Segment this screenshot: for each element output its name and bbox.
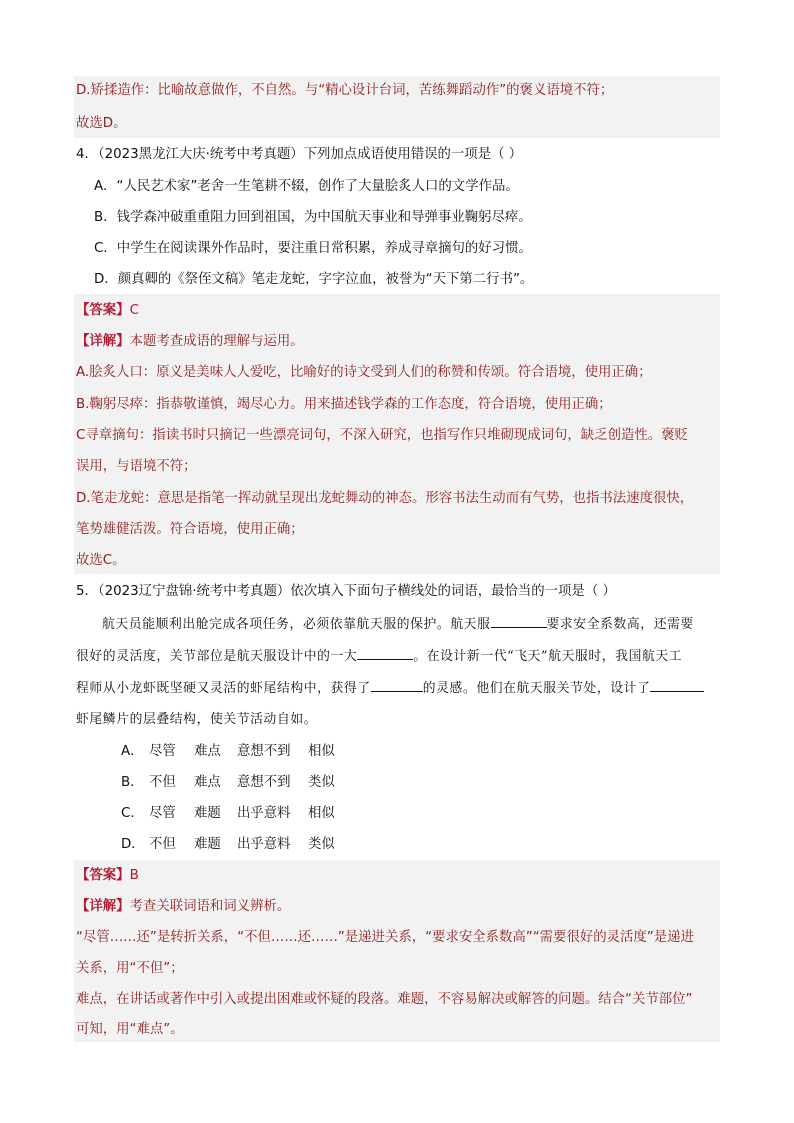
q5-option-b bbox=[121, 774, 335, 792]
option-word: 不但 bbox=[149, 837, 176, 852]
q5-detail bbox=[76, 898, 290, 916]
detail-intro: 考查关联词语和词义辨析。 bbox=[129, 899, 291, 914]
passage-text: 程师从小龙虾既坚硬又灵活的虾尾结构中，获得了 bbox=[76, 681, 371, 696]
option-word: 类似 bbox=[308, 837, 335, 852]
fill-blank bbox=[491, 615, 547, 628]
q5-passage-line-2 bbox=[76, 647, 682, 666]
q4-detail-line: 笔势雄健活泼。符合语境，使用正确； bbox=[76, 522, 304, 537]
option-label: C． bbox=[121, 806, 144, 821]
q4-option-c: C．中学生在阅读课外作品时，要注重日常积累，养成寻章摘句的好习惯。 bbox=[94, 241, 532, 256]
detail-tag: 【详解】 bbox=[76, 334, 130, 349]
detail-tag: 【详解】 bbox=[76, 899, 130, 914]
option-word: 出乎意料 bbox=[237, 837, 291, 852]
passage-text: 。在设计新一代“飞天”航天服时，我国航天工 bbox=[413, 649, 683, 664]
q5-passage-line-1 bbox=[102, 615, 694, 634]
passage-text: 要求安全系数高，还需要 bbox=[546, 617, 694, 632]
q4-detail-line: B.鞠躬尽瘁：指恭敬谨慎，竭尽心力。用来描述钱学森的工作态度，符合语境，使用正确； bbox=[76, 397, 612, 412]
option-word: 出乎意料 bbox=[237, 806, 291, 821]
fill-blank bbox=[357, 647, 413, 660]
answer-value: B bbox=[129, 868, 139, 883]
q5-option-c bbox=[121, 805, 335, 823]
option-word: 难点 bbox=[194, 744, 221, 759]
fill-blank bbox=[371, 679, 423, 692]
option-word: 难题 bbox=[194, 806, 221, 821]
answer-tag: 【答案】 bbox=[76, 868, 130, 883]
answer-value: C bbox=[129, 303, 139, 318]
q5-detail-line: “尽管……还”是转折关系，“不但……还……”是递进关系，“要求安全系数高”“需要很好的灵活度”是递进 bbox=[76, 930, 694, 945]
q4-option-a: A．“人民艺术家”老舍一生笔耕不辍，创作了大量脍炙人口的文学作品。 bbox=[94, 179, 519, 194]
option-word: 意想不到 bbox=[237, 744, 291, 759]
q5-answer-block bbox=[74, 860, 720, 1042]
option-word: 意想不到 bbox=[237, 775, 291, 790]
q4-option-d: D．颜真卿的《祭侄文稿》笔走龙蛇，字字泣血，被誉为“天下第二行书”。 bbox=[94, 272, 534, 287]
q5-stem: 5．（2023辽宁盘锦·统考中考真题）依次填入下面句子横线处的词语，最恰当的一项是（ ） bbox=[76, 584, 616, 599]
q5-option-a bbox=[121, 743, 335, 761]
q5-passage-line-3 bbox=[76, 679, 704, 698]
detail-intro: 本题考查成语的理解与运用。 bbox=[129, 334, 304, 349]
q5-answer bbox=[76, 867, 139, 885]
q5-detail-line: 可知，用“难点”。 bbox=[76, 1022, 184, 1037]
option-label: A． bbox=[121, 744, 144, 759]
q3-choose: 故选D。 bbox=[76, 116, 127, 131]
q5-detail-line: 难点，在讲话或著作中引入或提出困难或怀疑的段落。难题，不容易解决或解答的问题。结合“关节部位” bbox=[76, 992, 693, 1007]
passage-text: 很好的灵活度，关节部位是航天服设计中的一大 bbox=[76, 649, 358, 664]
q4-detail-line: C寻章摘句：指读书时只摘记一些漂亮词句，不深入研究，也指写作只堆砌现成词句，缺乏创造性。褒贬 bbox=[76, 428, 688, 443]
q5-option-d bbox=[121, 836, 335, 854]
q4-detail bbox=[76, 333, 304, 351]
q4-option-b: B．钱学森冲破重重阻力回到祖国，为中国航天事业和导弹事业鞠躬尽瘁。 bbox=[94, 210, 532, 225]
q5-passage-line-4: 虾尾鳞片的层叠结构，使关节活动自如。 bbox=[76, 712, 318, 727]
answer-tag: 【答案】 bbox=[76, 303, 130, 318]
fill-blank bbox=[650, 679, 704, 692]
option-word: 尽管 bbox=[149, 744, 176, 759]
q5-detail-line: 关系，用“不但”； bbox=[76, 961, 184, 976]
option-word: 类似 bbox=[308, 775, 335, 790]
q4-detail-line: D.笔走龙蛇：意思是指笔一挥动就呈现出龙蛇舞动的神态。形容书法生动而有气势，也指书法速度很快， bbox=[76, 491, 694, 506]
q3-detail-line-d: D.矫揉造作：比喻故意做作，不自然。与“精心设计台词，苦练舞蹈动作”的褒义语境不符； bbox=[76, 83, 614, 98]
option-word: 尽管 bbox=[149, 806, 176, 821]
option-word: 难点 bbox=[194, 775, 221, 790]
passage-text: 航天员能顺利出舱完成各项任务，必须依靠航天服的保护。航天服 bbox=[102, 617, 491, 632]
option-label: D． bbox=[121, 837, 145, 852]
q4-choose: 故选C。 bbox=[76, 553, 126, 568]
option-word: 相似 bbox=[308, 806, 335, 821]
q4-stem: 4．（2023黑龙江大庆·统考中考真题）下列加点成语使用错误的一项是（ ） bbox=[76, 147, 523, 162]
q4-answer bbox=[76, 302, 139, 320]
passage-text: 的灵感。他们在航天服关节处，设计了 bbox=[422, 681, 651, 696]
option-word: 难题 bbox=[194, 837, 221, 852]
q4-detail-line: 误用，与语境不符； bbox=[76, 459, 197, 474]
option-label: B． bbox=[121, 775, 144, 790]
option-word: 相似 bbox=[308, 744, 335, 759]
option-word: 不但 bbox=[149, 775, 176, 790]
q4-detail-line: A.脍炙人口：原义是美味人人爱吃，比喻好的诗文受到人们的称赞和传颂。符合语境，使用正确； bbox=[76, 365, 652, 380]
